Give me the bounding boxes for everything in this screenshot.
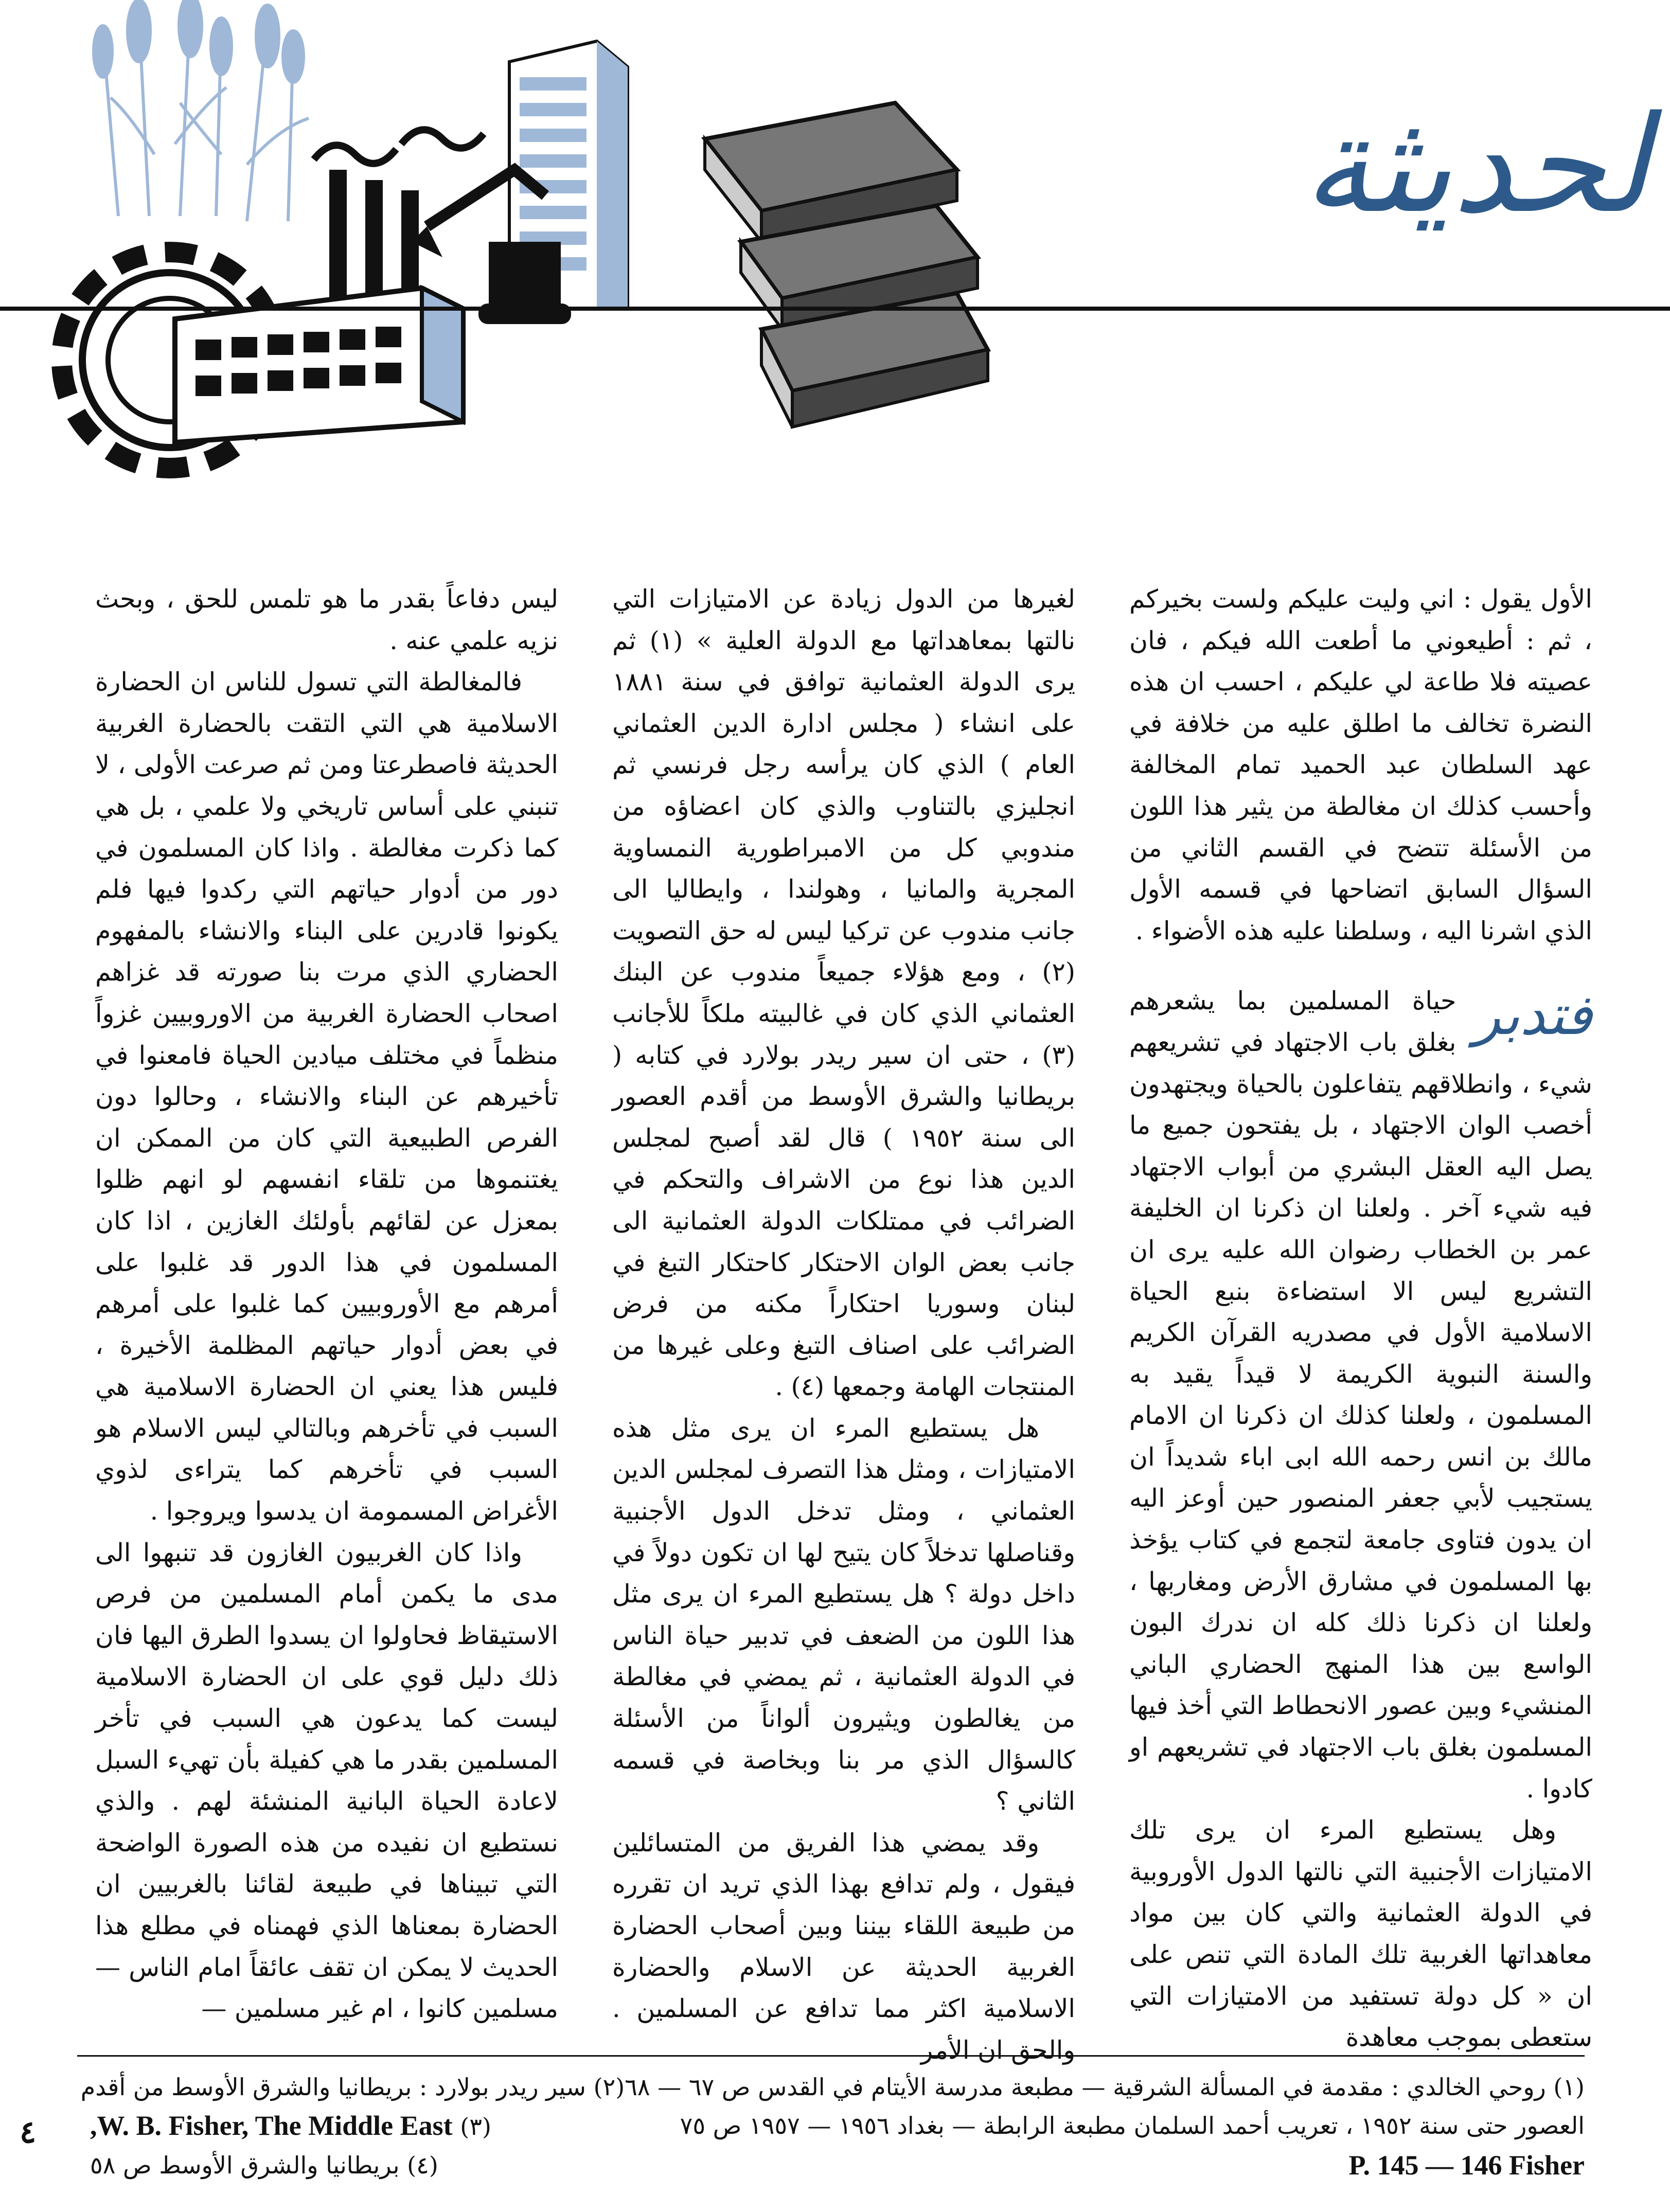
paragraph: واذا كان الغربيون الغازون قد تنبهوا الى مدى ما يكمن أمام المسلمين من فرص الاستيقاظ فحاولوا ان يسدوا الطرق اليها فان ذلك دليل قوي على ان الحضارة الاسلامية ليست كما يدعون هي السبب في تأخر المسلمين بقدر ما هي كفيلة بأن تهيء السبل لاعادة الحياة البانية المنشئة لهم . والذي نستطيع ان نفيده من هذه الصورة الواضحة التي تبيناها في طبيعة لقائنا بالغربيين ان الحضارة بمعناها الذي فهمناه في مطلع هذا الحديث لا يمكن ان تقف عائقاً امام الناس — مسلمين كانوا ، ام غير مسلمين —: [95, 1538, 558, 2024]
article-column-right: [1129, 579, 1592, 2053]
header-artwork: [0, 0, 1670, 514]
footnote-divider: [77, 2055, 1585, 2057]
footnote-row: [90, 2107, 1585, 2146]
footnote-2: (٢) سير ريدر بولارد : بريطانيا والشرق الأوسط من أقدم: [80, 2073, 625, 2101]
footnote-3-text: W. B. Fisher, The Middle East,: [90, 2110, 453, 2141]
footnote-row: [80, 2068, 1585, 2107]
footnote-3: [90, 2107, 491, 2146]
footnote-2-continued: العصور حتى سنة ١٩٥٢ ، تعريب أحمد السلمان مطبعة الرابطة — بغداد ١٩٥٦ — ١٩٥٧ ص ٧٥: [680, 2112, 1585, 2139]
footnote-1: (١) روحي الخالدي : مقدمة في المسألة الشرقية — مطبعة مدرسة الأيتام في القدس ص ٦٧ — ٦٨: [625, 2073, 1585, 2101]
footnote-row: [90, 2146, 1585, 2185]
paragraph: الأول يقول : اني وليت عليكم ولست بخيركم ، ثم : أطيعوني ما أطعت الله فيكم ، فان عصيته فلا طاعة لي عليكم ، احسب ان هذه النضرة تخالف ما اطلق عليه من خلافة في عهد السلطان عبد الحميد تمام المخالفة وأحسب كذلك ان مغالطة من يثير هذا اللون من الأسئلة تتضح في القسم الثاني من السؤال السابق اتضاحها في قسمه الأول الذي اشرنا اليه ، وسلطنا عليه هذه الأضواء .: [1129, 584, 1592, 946]
paragraph: ليس دفاعاً بقدر ما هو تلمس للحق ، وبحث نزيه علمي عنه .: [95, 584, 558, 655]
footnote-4-pages: P. 145 — 146 Fisher: [1348, 2150, 1585, 2181]
paragraph: [1129, 980, 1592, 1810]
paragraph: فالمغالطة التي تسول للناس ان الحضارة الاسلامية هي التي التقت بالحضارة الغربية الحديثة فاصطرعتا ومن ثم صرعت الأولى ، لا تنبني على أساس تاريخي ولا علمي ، بل هي كما ذكرت مغالطة . واذا كان المسلمون في دور من أدوار حياتهم التي ركدوا فيها فلم يكونوا قادرين على البناء والانشاء بالمفهوم الحضاري الذي مرت بنا صورته قد غزاهم اصحاب الحضارة الغربية من الاوروبيين غزواً منظماً في مختلف ميادين الحياة فامعنوا في تأخيرهم عن البناء والانشاء ، وحالوا دون الفرص الطبيعية التي كان من الممكن ان يغتنموها من تلقاء انفسهم لو انهم ظلوا بمعزل عن لقائهم بأولئك الغازين ، اذا كان المسلمون في هذا الدور قد غلبوا على أمرهم مع الأوروبيين كما غلبوا على أمرهم في بعض أدوار حياتهم المظلمة الأخيرة ، فليس هذا يعني ان الحضارة الاسلامية هي السبب في تأخرهم وبالتالي ليس الاسلام هو السبب في تأخرهم كما يتراءى لذوي الأغراض المسمومة ان يدسوا ويروجوا .: [95, 667, 558, 1526]
footnote-4: (٤) بريطانيا والشرق الأوسط ص ٥٨: [90, 2151, 438, 2179]
books-icon: [705, 103, 988, 427]
sub-heading: فتدبر: [1473, 983, 1592, 1048]
paragraph: وهل يستطيع المرء ان يرى تلك الامتيازات الأجنبية التي نالتها الدول الأوروبية في الدولة العثمانية والتي كان بين مواد معاهداتها الغربية تلك المادة التي تنص على ان « كل دولة تستفيد من الامتيازات التي ستعطى بموجب معاهدة: [1129, 1815, 1592, 2053]
footnote-3-number: (٣): [460, 2113, 491, 2140]
paragraph: وقد يمضي هذا الفريق من المتسائلين فيقول ، ولم تدافع بهذا الذي تريد ان تقرره من طبيعة اللقاء بيننا وبين أصحاب الحضارة الغربية الحديثة عن الاسلام والحضارة الاسلامية اكثر مما تدافع عن المسلمين . والحق ان الأمر: [612, 1828, 1075, 2065]
paragraph: هل يستطيع المرء ان يرى مثل هذه الامتيازات ، ومثل هذا التصرف لمجلس الدين العثماني ، ومثل تدخل الدول الأجنبية وقناصلها تدخلاً كان يتيح لها ان تكون دولاً في داخل دولة ؟ هل يستطيع المرء ان يرى مثل هذا اللون من الضعف في تدبير حياة الناس في الدولة العثمانية ، ثم يمضي في مغالطة من يغالطون ويثيرون ألواناً من الأسئلة كالسؤال الذي مر بنا وبخاصة في قسمه الثاني ؟: [612, 1413, 1075, 1816]
page-number: ٤: [20, 2114, 37, 2150]
paragraph-text: حياة المسلمين بما يشعرهم بغلق باب الاجتهاد في تشريعهم شيء ، وانطلاقهم يتفاعلون بالحياة ويجتهدون أخصب الوان الاجتهاد ، بل يفتحون جميع ما يصل اليه العقل البشري من أبواب الاجتهاد فيه شيء آخر . ولعلنا ان ذكرنا ان الخليفة عمر بن الخطاب رضوان الله عليه يرى ان التشريع ليس الا استضاءة بنبع الحياة الاسلامية الأول في مصدريه القرآن الكريم والسنة النبوية الكريمة لا قيداً يقيد به المسلمون ، ولعلنا كذلك ان ذكرنا ان الامام مالك بن انس رحمه الله ابى اباء شديداً ان يستجيب لأبي جعفر المنصور حين أوعز اليه ان يدون فتاوى جامعة لتجمع في كتاب يؤخذ بها المسلمون في مشارق الأرض ومغاربها ، ولعلنا ان ذكرنا ذلك كله ان ندرك البون الواسع بين هذا المنهج الحضاري الباني المنشيء وبين عصور الانحطاط التي أخذ فيها المسلمون بغلق باب الاجتهاد في تشريعهم او كادوا .: [1129, 986, 1592, 1804]
header-illustration: [0, 0, 1670, 514]
article-column-left: [95, 579, 558, 2024]
article-column-middle: [612, 579, 1076, 2065]
paragraph: لغيرها من الدول زيادة عن الامتيازات التي نالتها بمعاهداتها مع الدولة العلية » (١) ثم يرى الدولة العثمانية توافق في سنة ١٨٨١ على انشاء ( مجلس ادارة الدين العثماني العام ) الذي كان يرأسه رجل فرنسي ثم انجليزي بالتناوب والذي كان اعضاؤه من مندوبي كل من الامبراطورية النمساوية المجرية والمانيا ، وهولندا ، وايطاليا الى جانب مندوب عن تركيا ليس له حق التصويت (٢) ، ومع هؤلاء جميعاً مندوب عن البنك العثماني الذي كان في غالبيته ملكاً للأجانب (٣) ، حتى ان سير ريدر بولارد في كتابه ( بريطانيا والشرق الأوسط من أقدم العصور الى سنة ١٩٥٢ ) قال لقد أصبح لمجلس الدين هذا نوع من الاشراف والتحكم في الضرائب في ممتلكات الدولة العثمانية الى جانب بعض الوان الاحتكار كاحتكار التبغ في لبنان وسوريا احتكاراً مكنه من فرض الضرائب على اصناف التبغ وعلى غيرها من المنتجات الهامة وجمعها (٤) .: [612, 584, 1076, 1402]
smoke-icon: [314, 130, 484, 164]
footnotes: [80, 2068, 1585, 2189]
wheat-icon: [94, 0, 309, 221]
page-title: لحديثة: [1303, 87, 1649, 243]
